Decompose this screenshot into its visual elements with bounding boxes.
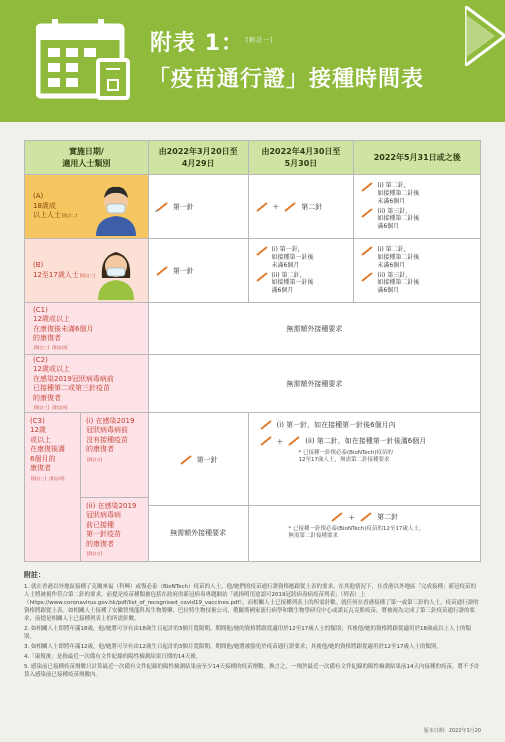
row-a-label: (A) 18歲或 以上人士[附註二] (25, 175, 149, 239)
syringe-icon (255, 202, 269, 212)
row-a-dose-1: 第一針 (172, 202, 194, 211)
syringe-icon (179, 455, 193, 465)
syringe-icon (255, 272, 269, 282)
syringe-icon (287, 436, 301, 446)
syringe-icon (155, 266, 169, 276)
row-c3-label: (C3) 12歲 或以上 在康復後滿 6個月的 康復者 [附註三] [附註四] (25, 413, 81, 561)
header-period-3: 2022年5月31日或之後 (354, 141, 481, 175)
row-a-period-3 (354, 175, 481, 239)
footnote-3: 3. 如相關人士即將年滿12歲，他/她將可享有由12歲生日起計的3個月寬限期，期間他/她將被豁免於疫苗通行證要求；其後他/她的資格將跟從適用於12至17歲人士的類別。 (24, 643, 443, 650)
row-c3-note1: [附註三] (31, 475, 47, 481)
syringe-icon (360, 182, 374, 192)
row-a-option-i: (i) 第二針， 如接種第二針後 未滿6個月 (377, 182, 420, 205)
row-a-dose-2: 第二針 (301, 202, 323, 211)
row-c1-note2: [附註四] (52, 345, 68, 351)
header-period-2: 由2022年4月30日至 5月30日 (248, 141, 354, 175)
page-title-line1: 附表 1： [附註一] (150, 31, 274, 56)
row-c3-sub-ii-note: [附註五] (87, 551, 103, 556)
row-a-note: [附註二] (62, 213, 78, 219)
syringe-icon (255, 246, 269, 256)
syringe-icon (155, 202, 169, 212)
version-date: 版本日期：2022年3月20 (423, 728, 481, 734)
table-row-b (25, 239, 481, 303)
row-c3-sub-ii-p23: + 第二針 * 已接種一針復必泰(BioNTech)疫苗的12至17歲人士， 無需第二針接種要求 (249, 506, 480, 560)
row-c3-period-23 (248, 413, 480, 562)
footnote-4: 4.「康復後」是指最近一次備有文件紀錄的陽性檢測結果日期的14天後。 (24, 653, 202, 660)
row-c3-sub-i-p1 (149, 414, 248, 506)
row-c3-sub-i-option-i: (i) 第一針，如在接種第一針後6個月內 (276, 421, 396, 429)
row-b-p3-option-i: (i) 第二針， 如接種第二針後 未滿6個月 (377, 246, 420, 269)
row-c3-sub-i-option-ii: (ii) 第二針，如在接種第一針後滿6個月 (305, 437, 427, 445)
row-c3-sub-i-note: [附註五] (87, 456, 103, 462)
footnote-5: 5. 感染前已接種疫苗劑數只計算最近一次備有文件紀錄的陽性檢測結果前至少14天接種的疫苗劑數。換言之，一劑於最近一次備有文件紀錄的陽性檢測結果前14天內接種的疫苗，將不予計算入感染前已接種疫苗劑數內。 (24, 663, 480, 678)
syringe-icon (360, 208, 374, 218)
syringe-icon (360, 272, 374, 282)
row-b-dose-1: 第一針 (172, 266, 194, 275)
footnote-1: 1. 就在香港以外地區接種了克爾來福（科興）或復必泰（BioNTech）疫苗的人士，他/她們的疫苗通行證資格應跟從上表的要求。在其他情況下，在香港以外地區「完成接種」新冠疫苗的人士將被視作符合第二針的要求，前提是疫苗種類被包括在政府的新冠病毒專題網站「就指明用途認可2019冠狀病毒病疫苗列表」（列表）上（https://www.coronavirus.gov.hk/pdf/list_of_recognised_covid19_vaccines.pdf），而相關人士已接種列表上的所需針數。就任何在香港接種了第一或第三針的人士，疫苗通行證的資格將跟從上表。如相關人士接種了安徽智飛龍科馬生物製藥、巴拉特生物技術公司、俄羅斯國家流行病學和微生物學研究中心或諾瓦瓦克斯疫苗，將被視為完成了第三針疫苗通行證的要求，前提是相關人士已接種列表上的所需針數。 (24, 584, 479, 623)
syringe-icon (359, 512, 373, 522)
row-c3-sub-ii-p1: 無需額外接種要求 (170, 529, 227, 537)
row-c3-sub-i-dose: 第一針 (196, 455, 218, 464)
row-b-p2-option-ii: (ii) 第二針， 如接種第一針後 滿6個月 (271, 271, 314, 295)
row-b-period-3 (354, 239, 481, 303)
row-a-period-2: + 第二針 (248, 175, 354, 239)
table-row-c1 (25, 303, 481, 355)
row-b-period-1 (148, 239, 248, 303)
adult-man-icon (92, 178, 140, 236)
row-b-period-2 (248, 239, 354, 303)
header-category: 實施日期/ 適用人士類別 (25, 141, 149, 175)
arrow-right-icon (465, 6, 505, 66)
row-c3-sub-ii-footnote: * 已接種一針復必泰(BioNTech)疫苗的12至17歲人士， 無需第二針接種要求 (288, 526, 425, 540)
row-b-p2-option-i: (i) 第一針， 如接種第一針後 未滿6個月 (271, 246, 314, 269)
syringe-icon (360, 246, 374, 256)
row-c2-label: (C2) 12歲或以上 在感染2019冠狀病毒病前 已接種第二或第三針疫苗 的康復者 [附註三] [附註四] (25, 355, 149, 413)
header-banner (0, 0, 505, 122)
row-c2-content: 無需額外接種要求 (148, 355, 480, 413)
table-row-c3 (25, 413, 481, 562)
row-b-label: (B) 12至17歲人士[附註三] (25, 239, 149, 303)
row-c1-content: 無需額外接種要求 (148, 303, 480, 355)
syringe-icon (259, 436, 273, 446)
row-c3-sub-ii-dose: 第二針 (377, 513, 399, 521)
syringe-icon (283, 202, 297, 212)
header-period-1: 由2022年3月20日至 4月29日 (148, 141, 248, 175)
vaccine-schedule-table (24, 140, 481, 562)
row-b-note: [附註三] (79, 272, 95, 278)
calendar-icon (36, 18, 132, 100)
row-a-option-ii: (ii) 第三針， 如接種第二針後 滿6個月 (377, 207, 420, 231)
row-a-period-1 (148, 175, 248, 239)
table-row-a (25, 175, 481, 239)
row-c3-period-1 (148, 413, 248, 562)
teen-girl-icon (92, 242, 140, 300)
table-header-row (25, 141, 481, 175)
row-c3-note2: [附註四] (49, 475, 65, 481)
row-c3-sub-i-footnote: * 已接種一針復必泰(BioNTech)疫苗的 12至17歲人士，無需第二針接種要求 (298, 450, 393, 464)
title-note-ref: [附註一] (245, 36, 274, 44)
row-c3-sub-i-label: (i) 在感染2019 冠狀病毒病前 沒有接種疫苗 的康復者 [附註五] (81, 413, 148, 498)
syringe-icon (330, 512, 344, 522)
row-c3-sub-i-p23: (i) 第一針，如在接種第一針後6個月內 + (ii) 第二針，如在接種第一針後滿6個月 * 已接種一針復必泰(BioNTech)疫苗的 12至17歲人士，無需第二針接種要求 (249, 414, 480, 506)
page-title-line2: 「疫苗通行證」接種時間表 (148, 67, 425, 92)
row-b-p3-option-ii: (ii) 第三針， 如接種第二針後 滿6個月 (377, 271, 420, 295)
row-c1-note1: [附註三] (34, 345, 50, 351)
syringe-icon (259, 420, 273, 430)
footnotes (24, 570, 481, 682)
row-c3-sub-ii-label: (ii) 在感染2019 冠狀病毒病 前已接種 第一針疫苗 的康復者 [附註五] (81, 498, 148, 561)
footnotes-title: 附註： (24, 571, 45, 579)
row-c2-note1: [附註三] (34, 405, 50, 411)
row-c3-label-group (25, 413, 149, 562)
table-row-c2 (25, 355, 481, 413)
row-c2-note2: [附註四] (52, 405, 68, 411)
row-c1-label: (C1) 12歲或以上 在康復後未滿6個月 的康復者 [附註三] [附註四] (25, 303, 149, 355)
footnote-2: 2. 如相關人士即將年滿18歲，他/她將可享有由18歲生日起計的3個月寬限期，期間他/她的資格將跟從適用於12至17歲人士的類別；其後他/她的資格將跟從適用於18歲或以上人士的類別。 (24, 625, 472, 640)
